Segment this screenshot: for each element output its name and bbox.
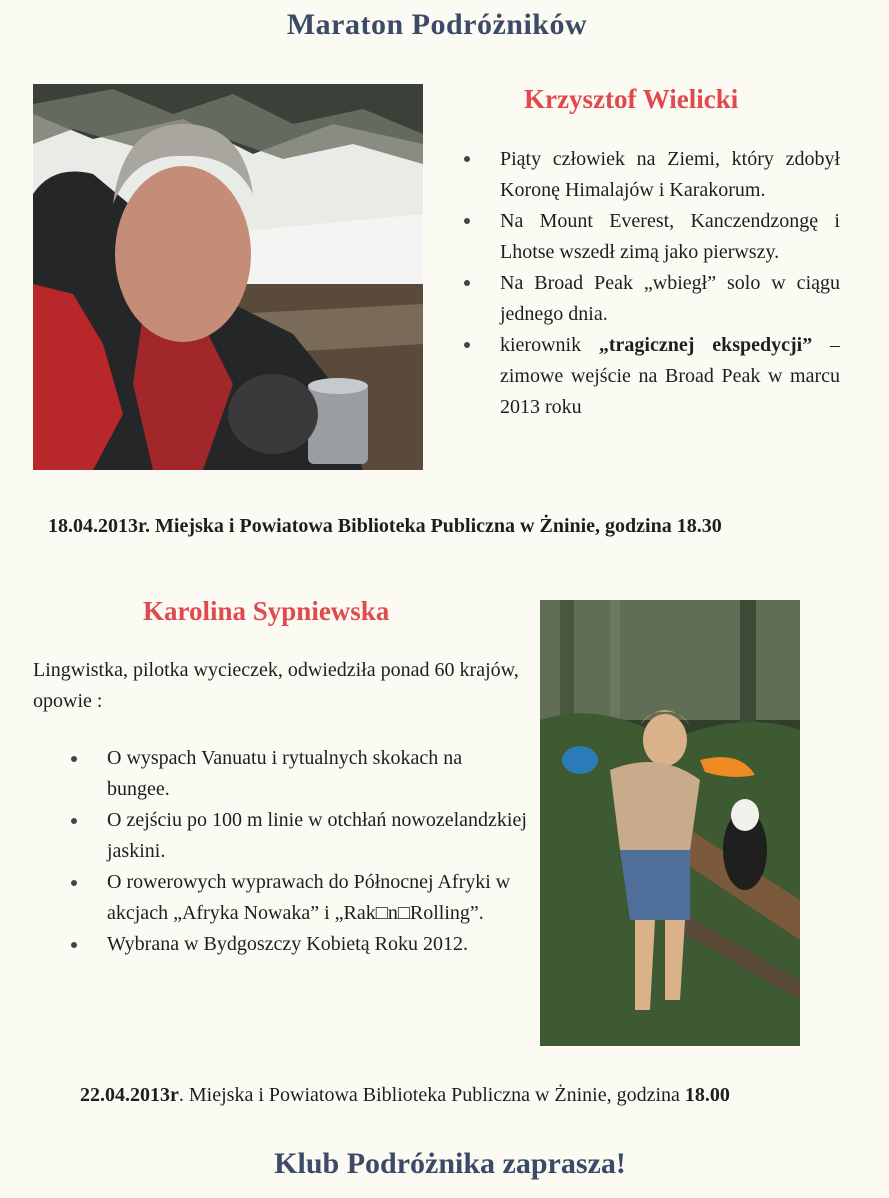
bullet-icon xyxy=(464,156,470,162)
bullet-text: – zimowe wejście na Broad Peak w marcu 2013 roku xyxy=(500,334,840,418)
speaker2-intro: Lingwistka, pilotka wycieczek, odwiedziła ponad 60 krajów, opowie : xyxy=(33,659,519,712)
speaker1-name: Krzysztof Wielicki xyxy=(524,84,739,114)
list-item xyxy=(107,929,527,960)
bullet-icon xyxy=(464,342,470,348)
photo-krzysztof-wielicki xyxy=(33,84,423,470)
bullet-text: Piąty człowiek na Ziemi, który zdobył Koronę Himalajów i Karakorum. xyxy=(500,148,840,201)
poster-title: Maraton Podróżników xyxy=(286,8,588,41)
bullet-icon xyxy=(464,280,470,286)
list-item xyxy=(500,268,840,330)
event-venue: . Miejska i Powiatowa Biblioteka Publiczna w Żninie, godzina xyxy=(178,1084,685,1106)
list-item xyxy=(500,206,840,268)
speaker2-bullet-list xyxy=(107,743,527,960)
list-item xyxy=(107,867,527,929)
speaker2-name: Karolina Sypniewska xyxy=(143,596,390,626)
speaker1-event-info: 18.04.2013r. Miejska i Powiatowa Biblioteka Publiczna w Żninie, godzina 18.30 xyxy=(48,515,722,537)
list-item xyxy=(500,330,840,423)
bullet-bold-text: „tragicznej ekspedycji” xyxy=(598,334,813,356)
bullet-icon xyxy=(71,942,77,948)
list-item xyxy=(107,805,527,867)
footer-invitation: Klub Podróżnika zaprasza! xyxy=(274,1147,626,1180)
list-item xyxy=(500,144,840,206)
photo-karolina-sypniewska xyxy=(540,600,800,1046)
bullet-text: Na Broad Peak „wbiegł” solo w ciągu jednego dnia. xyxy=(500,272,840,325)
bullet-text: Na Mount Everest, Kanczendzongę i Lhotse wszedł zimą jako pierwszy. xyxy=(500,210,840,263)
bullet-icon xyxy=(464,218,470,224)
bullet-text: Wybrana w Bydgoszczy Kobietą Roku 2012. xyxy=(107,933,468,955)
bullet-icon xyxy=(71,818,77,824)
bullet-icon xyxy=(71,880,77,886)
speaker2-event-info xyxy=(80,1084,730,1107)
bullet-text: O wyspach Vanuatu i rytualnych skokach na bungee. xyxy=(107,747,463,800)
bullet-icon xyxy=(71,756,77,762)
list-item xyxy=(107,743,527,805)
bullet-text: O zejściu po 100 m linie w otchłań nowozelandzkiej jaskini. xyxy=(107,809,527,862)
speaker1-bullet-list xyxy=(500,144,840,423)
bullet-text: O rowerowych wyprawach do Północnej Afryki w akcjach „Afryka Nowaka” i „Rak□n□Rolling”. xyxy=(107,871,511,924)
event-time: 18.00 xyxy=(684,1084,730,1106)
event-date: 22.04.2013r xyxy=(80,1084,179,1106)
bullet-text: kierownik xyxy=(500,334,599,356)
